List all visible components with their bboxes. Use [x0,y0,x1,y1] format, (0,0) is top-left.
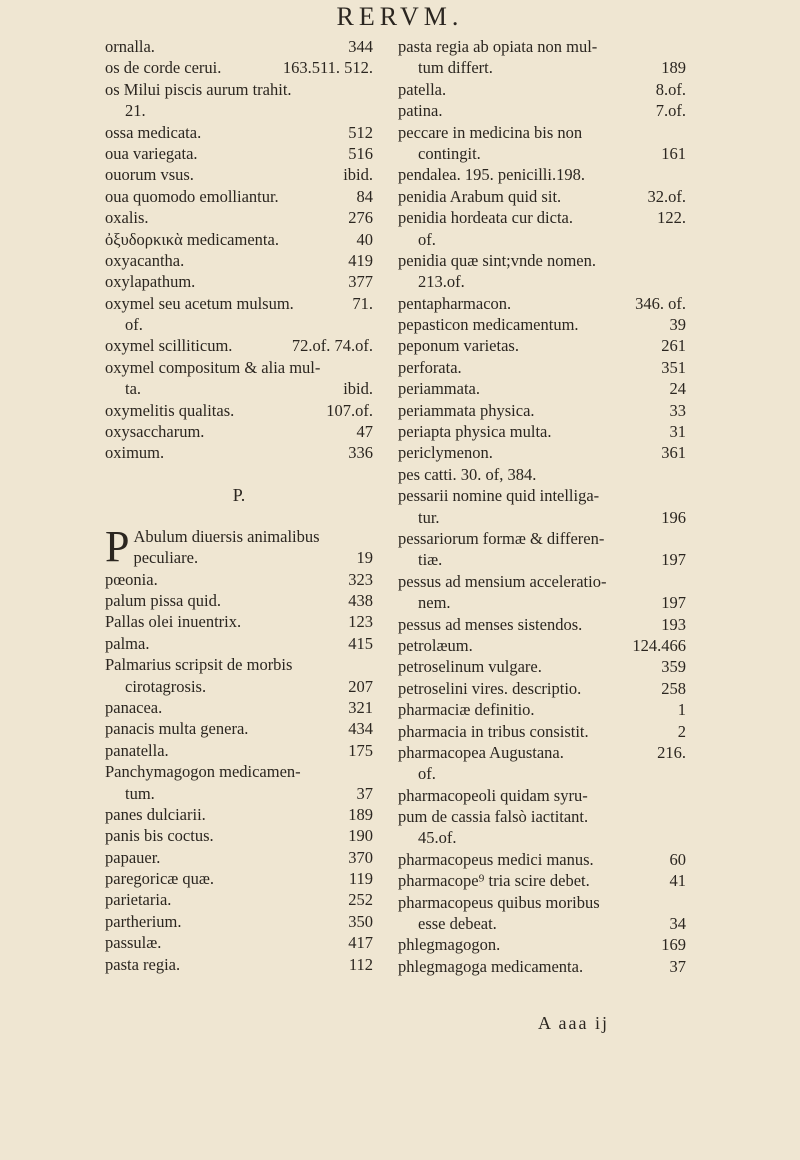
entry-page: 197 [661,550,686,570]
entry-page: 190 [348,826,373,846]
index-entry [105,569,373,590]
entry-page: 8.of. [655,79,686,99]
entry-term: penidia quæ sint;vnde nomen. [398,250,596,270]
entry-page: 41 [669,871,686,891]
entry-term: periammata physica. [398,400,535,420]
entry-page: 31 [669,422,686,442]
entry-page: 323 [348,569,373,589]
entry-page: 119 [348,869,373,889]
entry-term: pessus ad mensium acceleratio- [398,571,607,591]
entry-term: oxalis. [105,208,149,228]
entry-term: parietaria. [105,890,172,910]
catchword: A aaa ij [538,1013,609,1033]
entry-term: 21. [125,101,146,121]
first-entry-p [105,521,373,571]
entry-term: pharmacopeus quibus moribus [398,892,600,912]
entry-page: 417 [348,933,373,953]
index-entry [398,400,686,421]
entry-term: oua variegata. [105,143,198,163]
entry-page: 438 [348,591,373,611]
index-entry [398,79,686,100]
entry-term: pessarii nomine quid intelliga- [398,486,600,506]
index-entry [398,250,686,271]
entry-page: 361 [661,443,686,463]
entry-page: ibid. [343,165,373,185]
index-entry [105,804,373,825]
entry-page: 122. [657,208,686,228]
entry-page: 193 [661,614,686,634]
index-entry [105,676,373,697]
index-entry [398,892,686,913]
entry-term: peponum varietas. [398,336,519,356]
left-entries-p [105,569,373,975]
index-entry [105,718,373,739]
entry-page: 189 [661,58,686,78]
index-entry [398,271,686,292]
index-entry [398,699,686,720]
index-entry [105,740,373,761]
entry-term: oximum. [105,443,165,463]
entry-term: tur. [418,507,440,527]
index-entry [398,421,686,442]
entry-term: pessus ad menses sistendos. [398,614,583,634]
entry-term: ta. [125,379,142,399]
index-entry [105,421,373,442]
index-entry [105,271,373,292]
entry-term: pharmacopeoli quidam syru- [398,785,588,805]
index-entry [105,207,373,228]
index-entry [105,335,373,356]
entry-term: os de corde cerui. [105,58,222,78]
entry-term: tum. [125,783,155,803]
index-entry [105,590,373,611]
entry-term: pessariorum formæ & differen- [398,528,605,548]
entry-term: oxysaccharum. [105,422,205,442]
index-entry [105,761,373,782]
first-entry-cont: peculiare. [133,548,199,568]
index-entry [398,485,686,506]
entry-term: pepasticon medicamentum. [398,315,579,335]
index-entry [105,186,373,207]
index-entry [398,100,686,121]
entry-term: pes catti. 30. of, 384. [398,464,537,484]
index-entry [398,763,686,784]
index-entry [398,785,686,806]
entry-term: oua quomodo emolliantur. [105,186,279,206]
first-entry-cont-row [133,547,373,568]
index-entry [105,442,373,463]
index-entry [105,697,373,718]
entry-page: 434 [348,719,373,739]
entry-term: partherium. [105,911,182,931]
entry-page: 24 [669,379,686,399]
entry-term: panis bis coctus. [105,826,214,846]
index-entry [105,143,373,164]
entry-term: peccare in medicina bis non [398,122,583,142]
index-entry [105,229,373,250]
entry-term: pasta regia ab opiata non mul- [398,37,598,56]
index-entry [105,847,373,868]
entry-term: pharmacopeus medici manus. [398,849,594,869]
index-entry [105,633,373,654]
entry-page: 419 [348,250,373,270]
entry-page: 346. of. [635,293,686,313]
entry-term: palma. [105,633,150,653]
entry-page: 1 [677,700,686,720]
entry-page: 516 [348,143,373,163]
drop-capital: P [105,521,130,571]
entry-page: 169 [661,935,686,955]
index-entry [105,611,373,632]
entry-term: paregoricæ quæ. [105,869,215,889]
index-entry [105,164,373,185]
index-entry [398,207,686,228]
entry-term: petrolæum. [398,635,473,655]
index-entry [398,122,686,143]
entry-term: esse debeat. [418,914,497,934]
index-entry [105,954,373,975]
index-entry [398,57,686,78]
letter-heading: P. [232,484,246,505]
entry-term: petroselinum vulgare. [398,657,542,677]
entry-page: 37 [669,956,686,976]
index-entry [398,229,686,250]
left-entries-o [105,36,373,464]
entry-page: 163.511. 512. [282,58,373,78]
entry-term: oxyacantha. [105,250,185,270]
entry-page: 415 [348,633,373,653]
entry-page: 261 [661,336,686,356]
index-entry [105,122,373,143]
entry-term: penidia Arabum quid sit. [398,186,562,206]
index-entry [398,742,686,763]
entry-page: 370 [348,847,373,867]
entry-page: 84 [356,186,373,206]
index-entry [105,825,373,846]
entry-term: 213.of. [418,272,465,292]
index-entry [398,378,686,399]
entry-page: 350 [348,911,373,931]
entry-page: 33 [669,400,686,420]
index-entry [398,721,686,742]
index-entry [398,186,686,207]
index-entry [398,507,686,528]
index-entry [105,79,373,100]
right-column [398,36,686,977]
entry-page: 344 [348,37,373,56]
entry-page: 107.of. [326,400,373,420]
entry-page: 37 [356,783,373,803]
entry-term: ὀξυδορκικὰ medicamenta. [105,229,279,249]
index-entry [105,400,373,421]
entry-page: 276 [348,208,373,228]
entry-term: pendalea. 195. penicilli.198. [398,165,585,185]
entry-term: contingit. [418,143,481,163]
index-entry [398,464,686,485]
entry-term: panatella. [105,740,169,760]
entry-page: ibid. [343,379,373,399]
first-entry-text: Abulum diuersis animalibus [133,526,320,546]
entry-term: panes dulciarii. [105,804,206,824]
entry-term: phlegmagoga medicamenta. [398,956,584,976]
entry-term: petroselini vires. descriptio. [398,678,582,698]
index-entry [398,913,686,934]
index-entry [105,314,373,335]
entry-page: 359 [661,657,686,677]
index-entry [105,911,373,932]
index-entry [398,956,686,977]
index-entry [105,57,373,78]
entry-term: periclymenon. [398,443,493,463]
entry-page: 252 [348,890,373,910]
first-entry-page: 19 [356,548,373,568]
entry-page: 71. [352,293,373,313]
entry-term: os Milui piscis aurum trahit. [105,79,292,99]
index-entry [398,806,686,827]
entry-term: ouorum vsus. [105,165,194,185]
entry-page: 72.of. 74.of. [291,336,373,356]
entry-page: 351 [661,357,686,377]
entry-term: of. [418,229,436,249]
index-entry [398,635,686,656]
index-entry [105,250,373,271]
entry-term: ossa medicata. [105,122,202,142]
entry-page: 377 [348,272,373,292]
index-entry [398,143,686,164]
entry-term: Pallas olei inuentrix. [105,612,242,632]
entry-page: 32.of. [647,186,686,206]
entry-page: 39 [669,315,686,335]
index-entry [105,293,373,314]
index-entry [398,934,686,955]
entry-term: papauer. [105,847,161,867]
index-entry [398,678,686,699]
index-entry [398,656,686,677]
entry-term: tum differt. [418,58,493,78]
entry-page: 196 [661,507,686,527]
entry-term: of. [418,764,436,784]
index-entry [398,849,686,870]
entry-page: 258 [661,678,686,698]
index-entry [105,932,373,953]
index-entry [398,528,686,549]
index-entry [398,36,686,57]
index-entry [105,889,373,910]
entry-term: panacis multa genera. [105,719,249,739]
index-entry [398,571,686,592]
running-header: RERVM. [336,2,464,31]
entry-term: pharmacopea Augustana. [398,742,564,762]
entry-term: pœonia. [105,569,158,589]
index-entry [398,164,686,185]
entry-term: phlegmagogon. [398,935,501,955]
entry-page: 34 [669,914,686,934]
entry-page: 207 [348,676,373,696]
index-entry [398,592,686,613]
entry-page: 175 [348,740,373,760]
entry-term: patina. [398,101,443,121]
entry-page: 197 [661,593,686,613]
entry-page: 60 [669,849,686,869]
entry-page: 321 [348,697,373,717]
entry-term: of. [125,315,143,335]
entry-term: pharmaciæ definitio. [398,700,535,720]
index-entry [105,357,373,378]
index-entry [105,36,373,57]
entry-term: passulæ. [105,933,162,953]
index-entry [105,868,373,889]
entry-page: 47 [356,422,373,442]
index-entry [105,378,373,399]
entry-term: oxymel scilliticum. [105,336,233,356]
entry-term: palum pissa quid. [105,591,221,611]
entry-term: patella. [398,79,447,99]
entry-term: Palmarius scripsit de morbis [105,655,293,675]
entry-page: 512 [348,122,373,142]
entry-term: oxymel compositum & alia mul- [105,357,321,377]
index-entry [398,442,686,463]
entry-term: cirotagrosis. [125,676,207,696]
entry-term: pharmacope⁹ tria scire debet. [398,871,590,891]
entry-term: nem. [418,593,451,613]
entry-term: oxymel seu acetum mulsum. [105,293,294,313]
entry-term: ornalla. [105,37,155,56]
entry-term: pum de cassia falsò iactitant. [398,807,589,827]
entry-term: panacea. [105,697,163,717]
index-entry [398,827,686,848]
entry-page: 2 [677,721,686,741]
entry-term: pasta regia. [105,954,181,974]
index-entry [398,357,686,378]
index-entry [398,314,686,335]
entry-page: 40 [356,229,373,249]
entry-term: penidia hordeata cur dicta. [398,208,573,228]
entry-page: 123 [348,612,373,632]
index-entry [398,335,686,356]
entry-term: tiæ. [418,550,443,570]
entry-term: 45.of. [418,828,457,848]
entry-page: 124.466 [632,635,686,655]
right-entries [398,36,686,977]
entry-page: 112 [348,954,373,974]
entry-term: oxymelitis qualitas. [105,400,235,420]
entry-page: 189 [348,804,373,824]
entry-term: periammata. [398,379,481,399]
index-entry [398,549,686,570]
entry-term: oxylapathum. [105,272,196,292]
entry-term: pentapharmacon. [398,293,512,313]
entry-page: 336 [348,443,373,463]
entry-term: pharmacia in tribus consistit. [398,721,589,741]
index-entry [398,293,686,314]
entry-page: 216. [657,742,686,762]
entry-term: perforata. [398,357,462,377]
entry-term: periapta physica multa. [398,422,552,442]
index-entry [105,654,373,675]
index-entry [398,614,686,635]
entry-page: 161 [661,143,686,163]
entry-term: Panchymagogon medicamen- [105,762,301,782]
entry-page: 7.of. [655,101,686,121]
index-entry [105,100,373,121]
left-column [105,36,373,975]
index-entry [105,783,373,804]
index-entry [398,870,686,891]
